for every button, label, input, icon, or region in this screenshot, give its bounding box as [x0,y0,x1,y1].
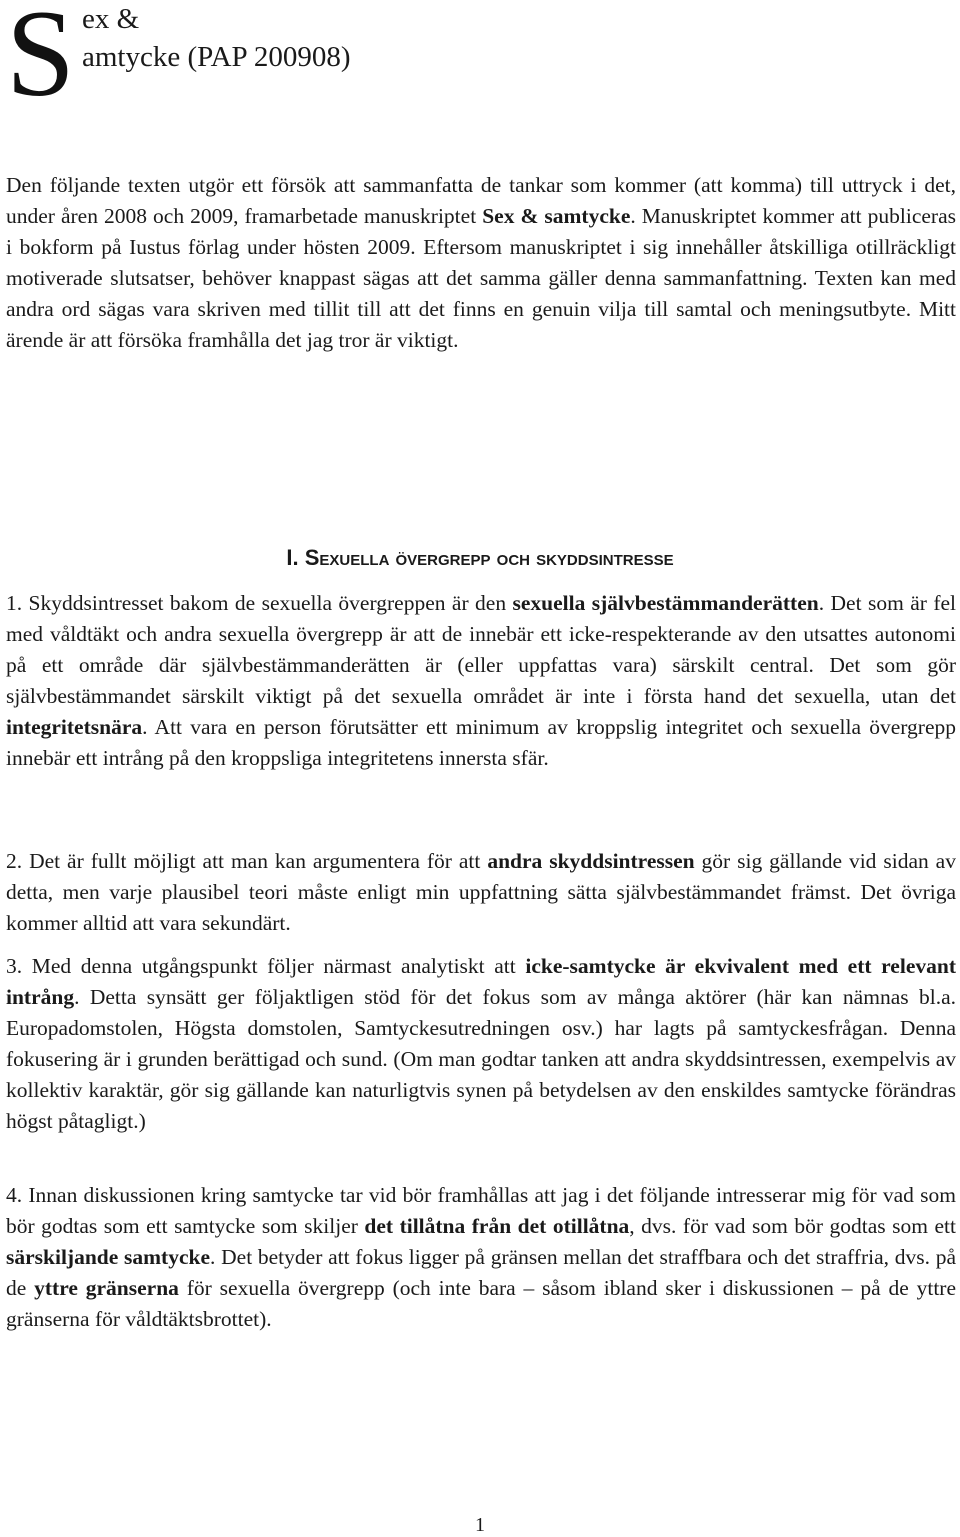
intro-paragraph [6,170,956,356]
p4-text-3: . Det betyder att fokus ligger på gränsen mellan det straffbara och det straffria, dvs. på de [6,1245,956,1300]
document-title [6,0,606,120]
p1-text-1: 1. Skyddsintresset bakom de sexuella övergreppen är den [6,591,513,615]
paragraph-3 [6,951,956,1137]
p1-bold-1: sexuella självbestämmanderätten [512,591,819,615]
paragraph-4 [6,1180,956,1335]
section-heading [0,543,960,573]
paragraph-2 [6,846,956,939]
p4-text-2: , dvs. för vad som bör godtas som ett [629,1214,956,1238]
p3-bold-1: icke-samtycke är ekvivalent med ett relevant intrång [6,954,956,1009]
p1-text-3: . Att vara en person förutsätter ett minimum av kroppslig integritet och sexuella övergrepp innebär ett intrång på den kroppsliga integritetens innersta sfär. [6,715,956,770]
p3-text-1: 3. Med denna utgångspunkt följer närmast analytiskt att [6,954,526,978]
intro-text-2: . Manuskriptet kommer att publiceras i bokform på Iustus förlag under hösten 2009. Eftersom manuskriptet i sig innehåller åtskilliga otillräckligt motiverade slutsatser, behöver knappast sägas att det samma gäller denna sammanfattning. Texten kan med andra ord sägas vara skriven med tillit till att det finns en genuin vilja till samtal och meningsutbyte. Mitt ärende är att försöka framhålla det jag tror är viktigt. [6,204,957,352]
section-number: I. [286,545,299,570]
p4-bold-1: det tillåtna från det otillåtna [364,1214,630,1238]
p1-text-2: . Det som är fel med våldtäkt och andra sexuella övergrepp är att de innebär ett icke-respekterande av den utsattes autonomi på ett område där självbestämmanderätten är (eller uppfattas vara) särskilt central. Det som gör självbestämmandet särskilt viktigt på det sexuella området är inte i första hand det sexuella, utan det [6,591,957,708]
title-line-2: amtycke (PAP 200908) [82,41,351,73]
section-title: Sexuella övergrepp och skyddsintresse [304,545,674,570]
p1-bold-2: integritetsnära [6,715,143,739]
p4-bold-2: särskiljande samtycke [6,1245,211,1269]
p2-text-1: 2. Det är fullt möjligt att man kan argumentera för att [6,849,488,873]
page-number: 1 [475,1514,485,1536]
p4-bold-3: yttre gränserna [34,1276,179,1300]
p4-text-1: 4. Innan diskussionen kring samtycke tar vid bör framhållas att jag i det följande intresserar mig för vad som bör godtas som ett samtycke som skiljer [6,1183,956,1238]
title-line-1: ex & [82,3,140,35]
title-dropcap: S [6,0,75,122]
p2-bold-1: andra skyddsintressen [487,849,695,873]
intro-bold-title: Sex & samtycke [482,204,631,228]
p2-text-2: gör sig gällande vid sidan av detta, men varje plausibel teori måste enligt min uppfattning sätta självbestämmandet främst. Det övriga kommer alltid att vara sekundärt. [6,849,956,935]
intro-text-1: Den följande texten utgör ett försök att sammanfatta de tankar som kommer (att komma) till uttryck i det, under åren 2008 och 2009, framarbetade manuskriptet [6,173,956,228]
paragraph-1 [6,588,956,774]
p3-text-2: . Detta synsätt ger följaktligen stöd för det fokus som av många aktörer (här kan nämnas bl.a. Europadomstolen, Högsta domstolen, Samtyckesutredningen osv.) har lagts på samtyckesfrågan. Denna fokusering är i grunden berättigad och sund. (Om man godtar tanken att andra skyddsintressen, exempelvis av kollektiv karaktär, gör sig gällande kan naturligtvis synen på betydelsen av den enskildes samtycke förändras högst påtagligt.) [6,985,956,1133]
p4-text-4: för sexuella övergrepp (och inte bara – såsom ibland sker i diskussionen – på de yttre gränserna för våldtäktsbrottet). [6,1276,956,1331]
